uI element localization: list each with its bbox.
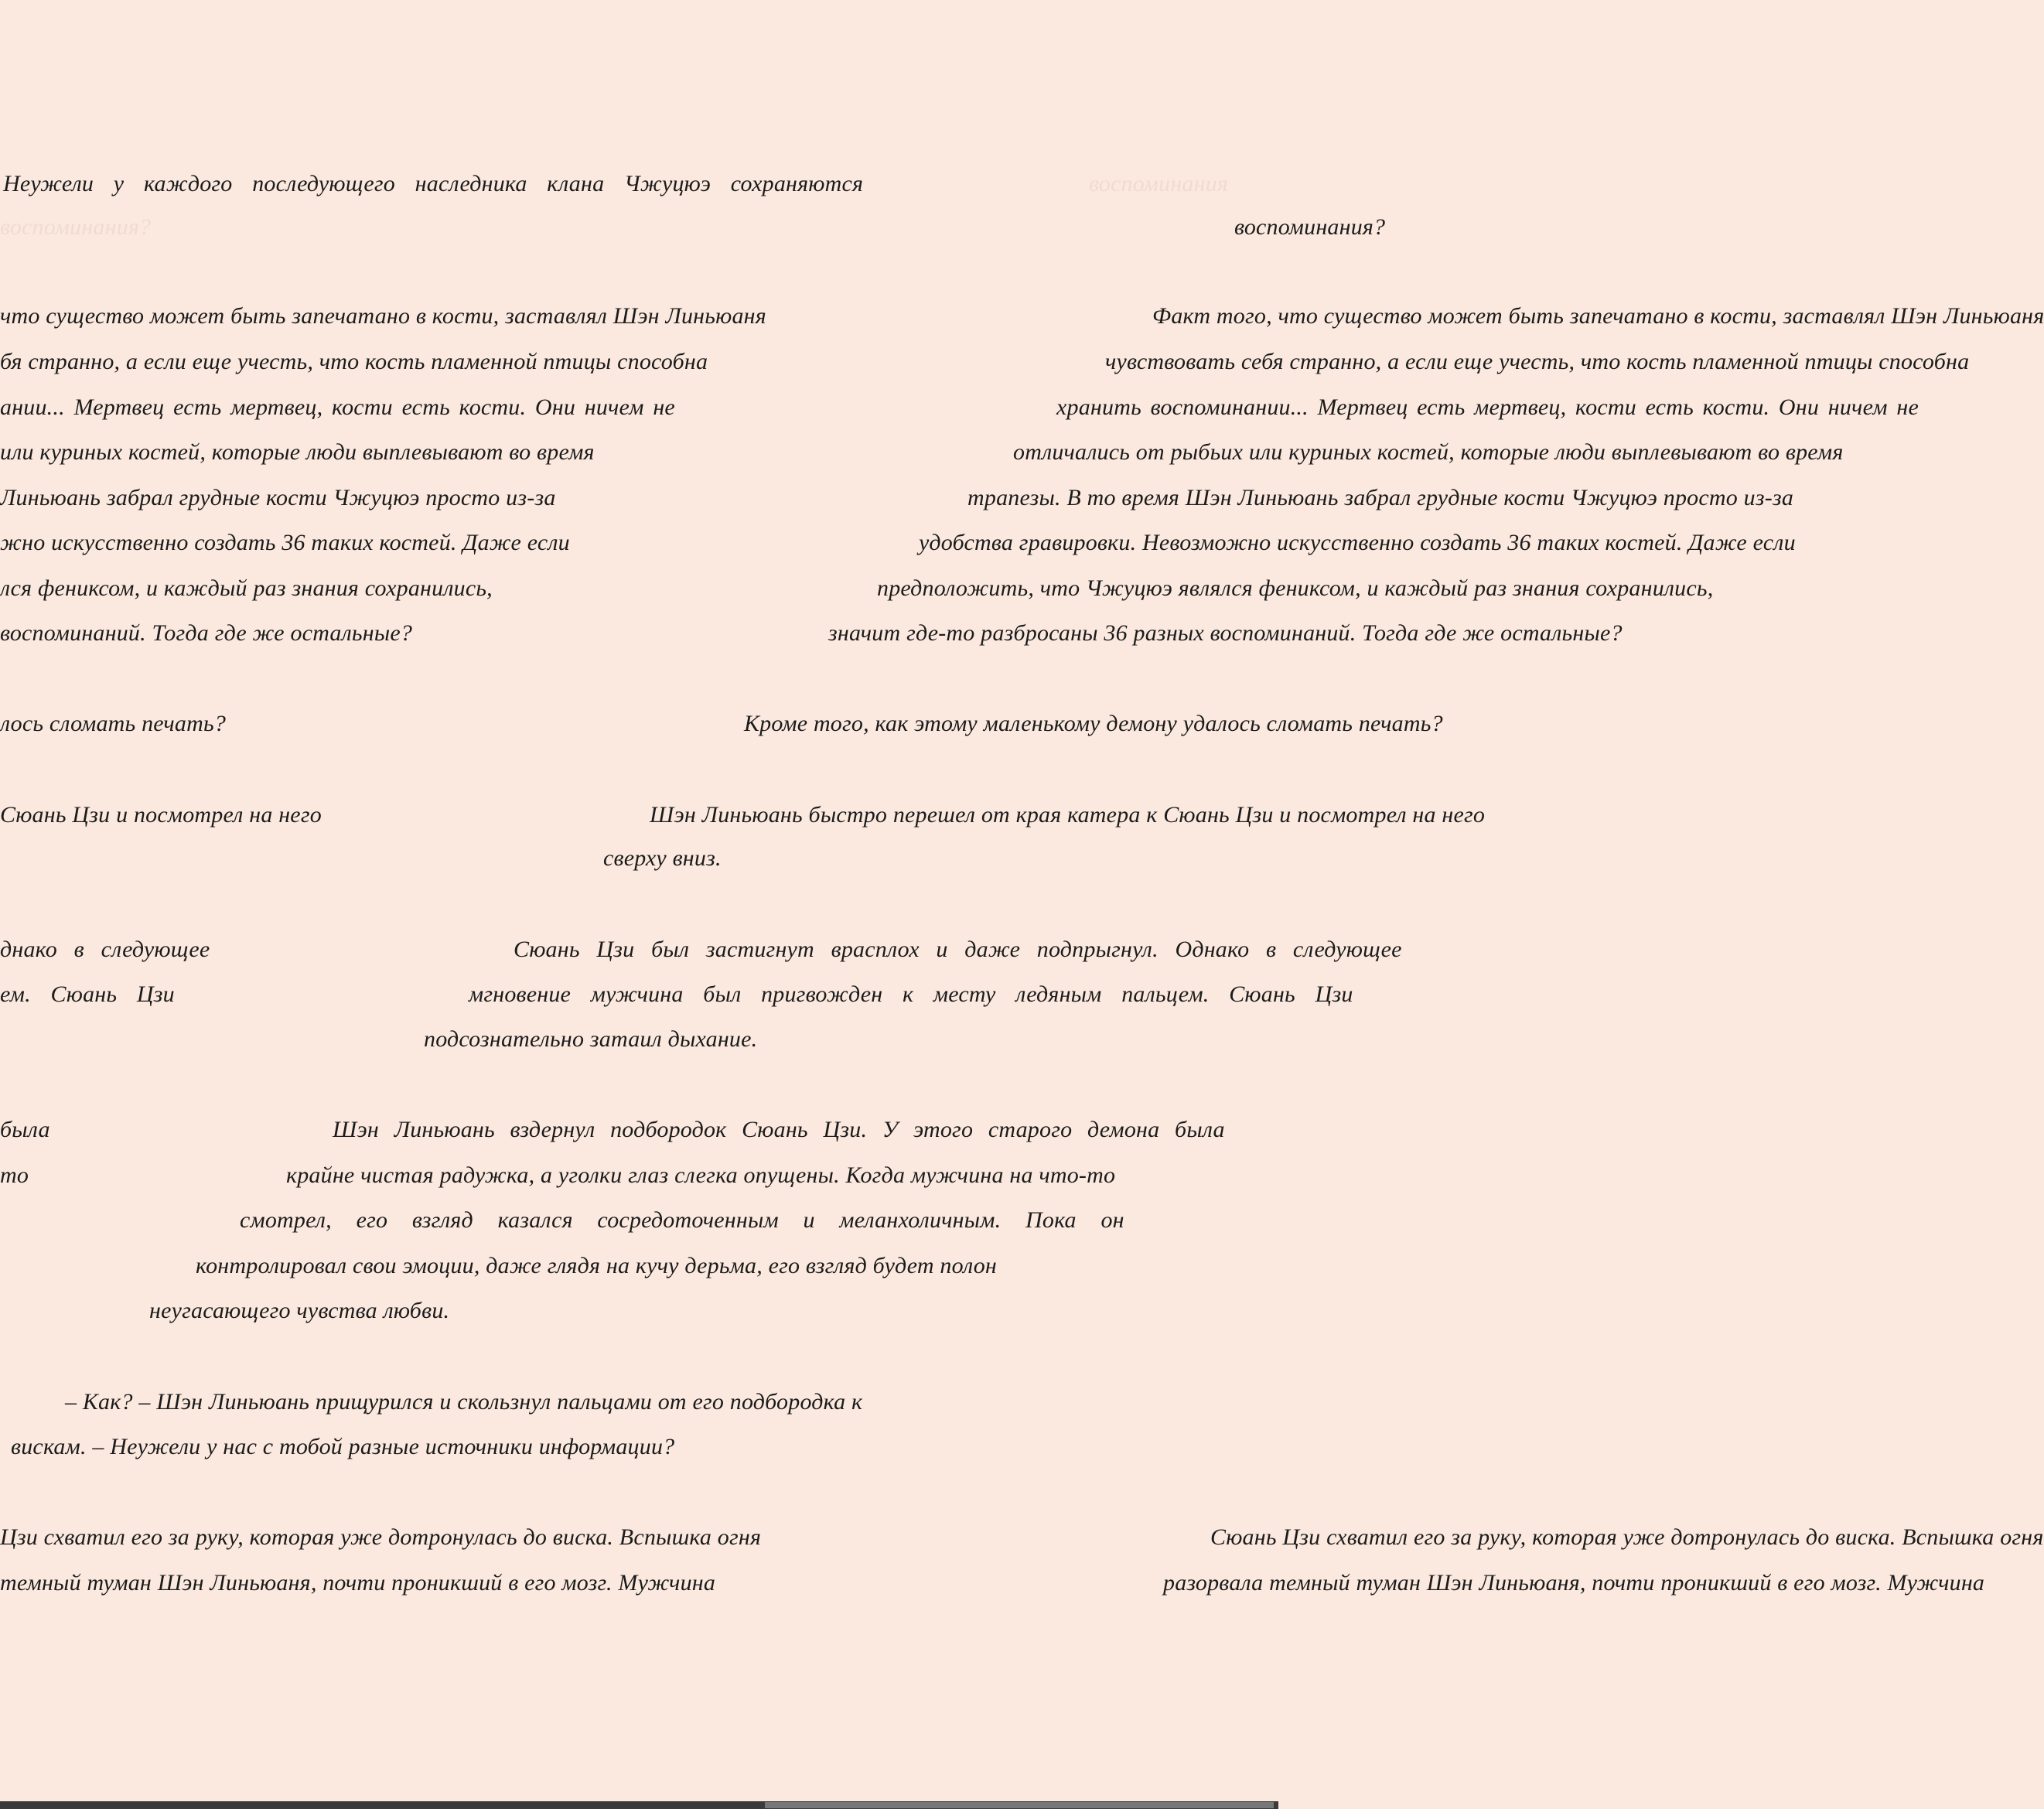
text-line: предположить, что Чжуцюэ являлся фениксом, и каждый раз знания сохранились, (877, 575, 1714, 601)
text-line: Линьюань забрал грудные кости Чжуцюэ просто из-за (0, 485, 556, 510)
text-line: жно искусственно создать 36 таких костей. Даже если (0, 530, 570, 555)
text-line: удобства гравировки. Невозможно искусственно создать 36 таких костей. Даже если (919, 530, 1796, 555)
text-line: воспоминания? (1234, 214, 1386, 240)
text-line: – Как? – Шэн Линьюань прищурился и скользнул пальцами от его подбородка к (65, 1389, 863, 1415)
text-line: или куриных костей, которые люди выплевывают во время (0, 439, 595, 465)
text-line: хранить воспоминании... Мертвец есть мертвец, кости есть кости. Они ничем не (1056, 394, 1919, 420)
text-line: днако в следующее (0, 937, 210, 962)
text-line: воспоминаний. Тогда где же остальные? (0, 620, 413, 646)
text-line: то (0, 1162, 29, 1188)
text-line: была (0, 1117, 50, 1142)
ghost-line: воспоминания? (0, 214, 152, 240)
text-line: Неужели у каждого последующего наследника клана Чжуцюэ сохраняются (3, 171, 864, 196)
text-line: бя странно, а если еще учесть, что кость пламенной птицы способна (0, 349, 708, 374)
text-line: темный туман Шэн Линьюаня, почти проникший в его мозг. Мужчина (0, 1570, 716, 1596)
text-line: неугасающего чувства любви. (149, 1298, 450, 1323)
text-line: сверху вниз. (603, 845, 722, 871)
text-line: что существо может быть запечатано в кости, заставлял Шэн Линьюаня (0, 303, 766, 329)
text-line: трапезы. В то время Шэн Линьюань забрал грудные кости Чжуцюэ просто из-за (967, 485, 1794, 510)
text-line: лся фениксом, и каждый раз знания сохранились, (0, 575, 493, 601)
text-line: вискам. – Неужели у нас с тобой разные источники информации? (11, 1434, 675, 1459)
text-line: Сюань Цзи и посмотрел на него (0, 802, 322, 828)
text-line: Шэн Линьюань вздернул подбородок Сюань Цзи. У этого старого демона была (333, 1117, 1225, 1142)
text-line: значит где-то разбросаны 36 разных воспоминаний. Тогда где же остальные? (828, 620, 1623, 646)
text-line: ании... Мертвец есть мертвец, кости есть кости. Они ничем не (0, 394, 675, 420)
text-line: Сюань Цзи был застигнут врасплох и даже подпрыгнул. Однако в следующее (514, 937, 1402, 962)
horizontal-scrollbar[interactable] (765, 1802, 1274, 1808)
text-line: Кроме того, как этому маленькому демону удалось сломать печать? (744, 711, 1443, 736)
text-line: отличались от рыбьих или куриных костей, которые люди выплевывают во время (1013, 439, 1844, 465)
text-line: крайне чистая радужка, а уголки глаз слегка опущены. Когда мужчина на что-то (286, 1162, 1116, 1188)
text-line: Сюань Цзи схватил его за руку, которая уже дотронулась до виска. Вспышка огня (1210, 1524, 2044, 1550)
text-line: Цзи схватил его за руку, которая уже дотронулась до виска. Вспышка огня (0, 1524, 762, 1550)
text-line: контролировал свои эмоции, даже глядя на кучу дерьма, его взгляд будет полон (196, 1253, 998, 1278)
text-line: смотрел, его взгляд казался сосредоточенным и меланхоличным. Пока он (240, 1207, 1124, 1233)
text-line: чувствовать себя странно, а если еще учесть, что кость пламенной птицы способна (1105, 349, 1970, 374)
text-line: мгновение мужчина был пригвожден к месту ледяным пальцем. Сюань Цзи (469, 981, 1353, 1007)
text-line: разорвала темный туман Шэн Линьюаня, почти проникший в его мозг. Мужчина (1163, 1570, 1985, 1596)
ghost-line: воспоминания (1089, 171, 1229, 196)
text-line: ем. Сюань Цзи (0, 981, 175, 1007)
text-line: лось сломать печать? (0, 711, 227, 736)
text-line: Факт того, что существо может быть запечатано в кости, заставлял Шэн Линьюаня (1152, 303, 2044, 329)
text-line: Шэн Линьюань быстро перешел от края катера к Сюань Цзи и посмотрел на него (650, 802, 1486, 828)
text-line: подсознательно затаил дыхание. (424, 1026, 758, 1052)
